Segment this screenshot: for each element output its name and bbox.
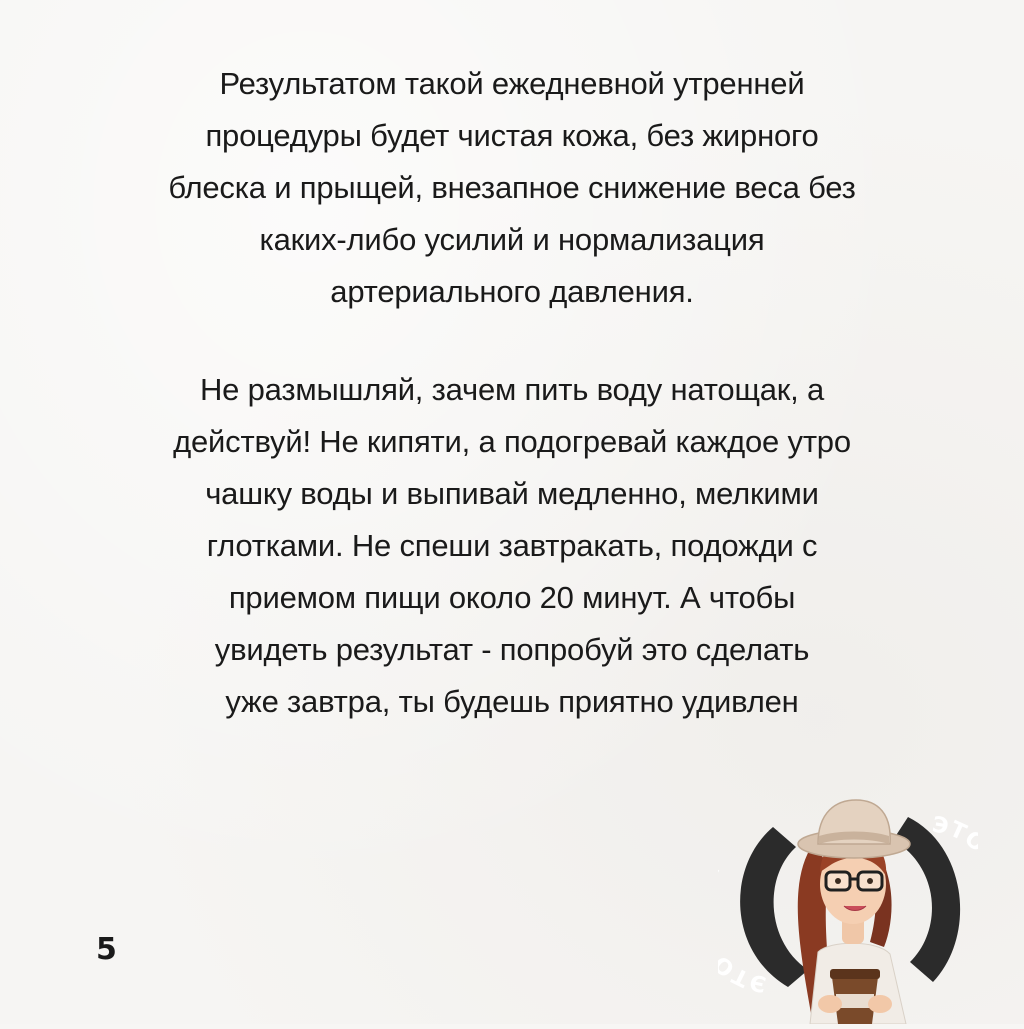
woman-with-coffee-cup-icon <box>718 772 978 1024</box>
text-line: увидеть результат - попробуй это сделать <box>214 632 810 667</box>
text-line: артериального давления. <box>330 274 694 309</box>
text-line: приемом пищи около 20 минут. А чтобы <box>228 580 796 615</box>
text-line: блеска и прыщей, внезапное снижение веса без <box>168 170 856 205</box>
text-line: Не размышляй, зачем пить воду натощак, а <box>199 372 825 407</box>
text-line: каких-либо усилий и нормализация <box>259 222 765 257</box>
logo-badge-left <box>718 827 808 996</box>
page-number: 5 <box>96 932 117 967</box>
text-line: действуй! Не кипяти, а подогревай каждое утро <box>173 424 851 459</box>
text-line: процедуры будет чистая кожа, без жирного <box>205 118 819 153</box>
text-line: глотками. Не спеши завтракать, подожди с <box>206 528 818 563</box>
text-line: Результатом такой ежедневной утренней <box>219 66 805 101</box>
text-line: уже завтра, ты будешь приятно удивлен <box>225 684 799 719</box>
brand-logo <box>718 772 978 1024</box>
paragraph-advice <box>40 364 984 728</box>
badge-left-text: ЭТ <box>727 961 769 997</box>
paragraph-results <box>40 58 984 318</box>
text-line: чашку воды и выпивай медленно, мелкими <box>205 476 819 511</box>
badge-right-text: ЭТ <box>930 812 971 847</box>
